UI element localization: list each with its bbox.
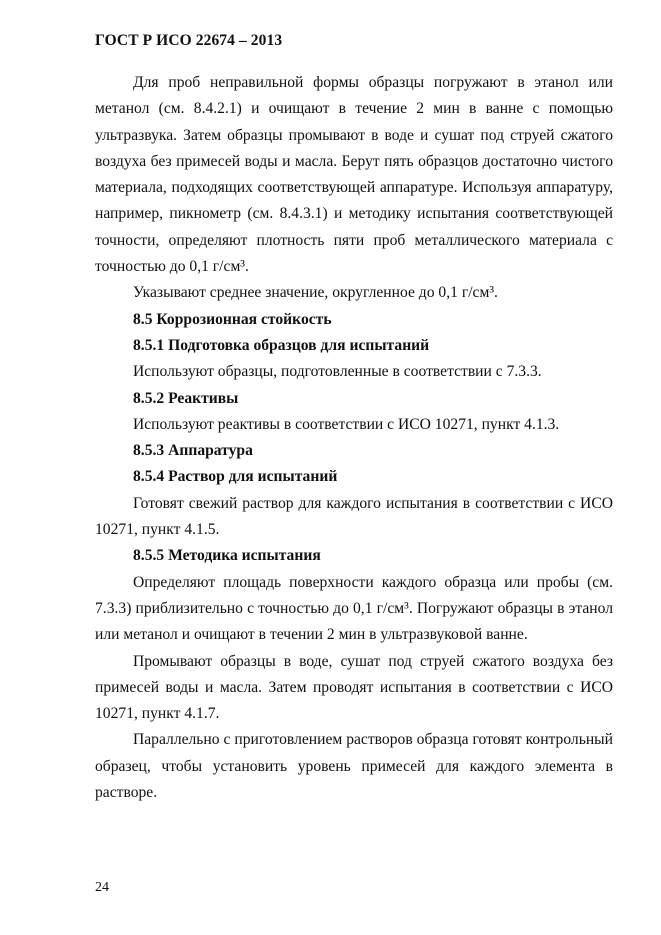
- document-header: ГОСТ Р ИСО 22674 – 2013: [95, 32, 283, 49]
- heading-8-5: 8.5 Коррозионная стойкость: [133, 310, 332, 328]
- paragraph-test-solution: Готовят свежий раствор для каждого испытания в соответствии с ИСО 10271, пункт 4.1.5.: [95, 494, 613, 539]
- heading-8-5-5: 8.5.5 Методика испытания: [133, 547, 321, 565]
- paragraph-reagents: Используют реактивы в соответствии с ИСО 10271, пункт 4.1.3.: [133, 415, 560, 433]
- heading-8-5-1: 8.5.1 Подготовка образцов для испытаний: [133, 336, 430, 354]
- paragraph-surface-area: Определяют площадь поверхности каждого образца или пробы (см. 7.3.3) приблизительно с точностью до 0,1 г/см³. Погружают образцы в этанол или метанол и очищают в течении 2 мин в ультразвуковой ванне.: [95, 573, 613, 644]
- document-body: [95, 70, 613, 806]
- heading-8-5-3: 8.5.3 Аппаратура: [133, 442, 253, 460]
- paragraph-density-procedure: Для проб неправильной формы образцы погружают в этанол или метанол (см. 8.4.2.1) и очищают в течение 2 мин в ванне с помощью ультразвука. Затем образцы промывают в воде и сушат под струей сжатого воздуха без примесей воды и масла. Берут пять образцов достаточно чистого материала, подходящих соответствующей аппаратуре. Используя аппаратуру, например, пикнометр (см. 8.4.3.1) и методику испытания соответствующей точности, определяют плотность пяти проб металлического материала с точностью до 0,1 г/см³.: [95, 74, 613, 276]
- paragraph-specimens: Используют образцы, подготовленные в соответствии с 7.3.3.: [133, 363, 542, 381]
- paragraph-average-value: Указывают среднее значение, округленное до 0,1 г/см³.: [133, 284, 498, 302]
- paragraph-control-sample: Параллельно с приготовлением растворов образца готовят контрольный образец, чтобы установить уровень примесей для каждого элемента в растворе.: [95, 731, 613, 802]
- heading-8-5-4: 8.5.4 Раствор для испытаний: [133, 468, 338, 486]
- paragraph-rinse: Промывают образцы в воде, сушат под струей сжатого воздуха без примесей воды и масла. Затем проводят испытания в соответствии с ИСО 10271, пункт 4.1.7.: [95, 652, 613, 723]
- page-number: 24: [95, 880, 109, 895]
- heading-8-5-2: 8.5.2 Реактивы: [133, 389, 239, 407]
